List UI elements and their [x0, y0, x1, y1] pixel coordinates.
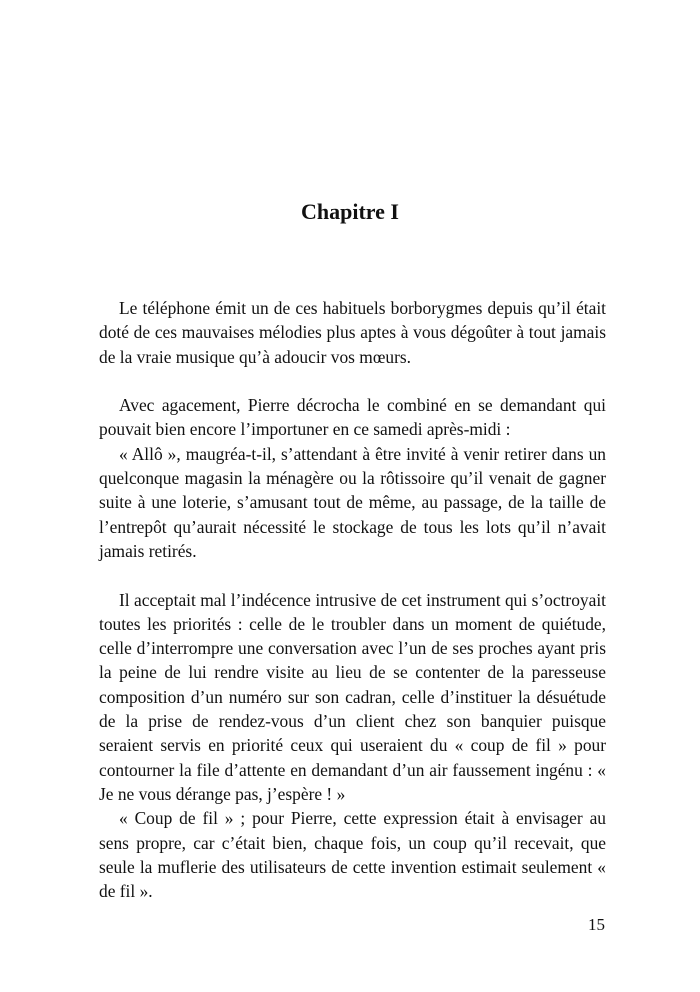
paragraph-5: « Coup de fil » ; pour Pierre, cette expression était à envisager au sens propre, car c’était bien, chaque fois, un coup qu’il recevait, que seule la muflerie des utilisateurs de cette invention estimait seulement « de fil ».	[99, 808, 606, 902]
chapter-body	[99, 296, 606, 903]
page-number: 15	[588, 915, 605, 934]
paragraph-2: Avec agacement, Pierre décrocha le combiné en se demandant qui pouvait bien encore l’importuner en ce samedi après-midi :	[99, 395, 606, 440]
paragraph-4: Il acceptait mal l’indécence intrusive de cet instrument qui s’octroyait toutes les priorités : celle de le troubler dans un moment de quiétude, celle d’interrompre une conversation avec l’un de ses proches ayant pris la peine de lui rendre visite au lieu de se contenter de la paresseuse composition d’un numéro sur son cadran, celle d’instituer la désuétude de la prise de rendez-vous d’un client chez son banquier puisque seraient servis en priorité ceux qui useraient du « coup de fil » pour contourner la file d’attente en demandant d’un air faussement ingénu : « Je ne vous dérange pas, j’espère ! »	[99, 589, 606, 804]
paragraph-1: Le téléphone émit un de ces habituels borborygmes depuis qu’il était doté de ces mauvaises mélodies plus aptes à vous dégoûter à tout jamais de la vraie musique qu’à adoucir vos mœurs.	[99, 298, 606, 367]
paragraph-3: « Allô », maugréa-t-il, s’attendant à être invité à venir retirer dans un quelconque magasin la ménagère ou la rôtissoire qu’il venait de gagner suite à une loterie, s’amusant tout de même, au passage, de la taille de l’entrepôt qu’aurait nécessité le stockage de tous les lots qu’il n’avait jamais retirés.	[99, 443, 606, 561]
chapter-title: Chapitre I	[301, 199, 399, 224]
